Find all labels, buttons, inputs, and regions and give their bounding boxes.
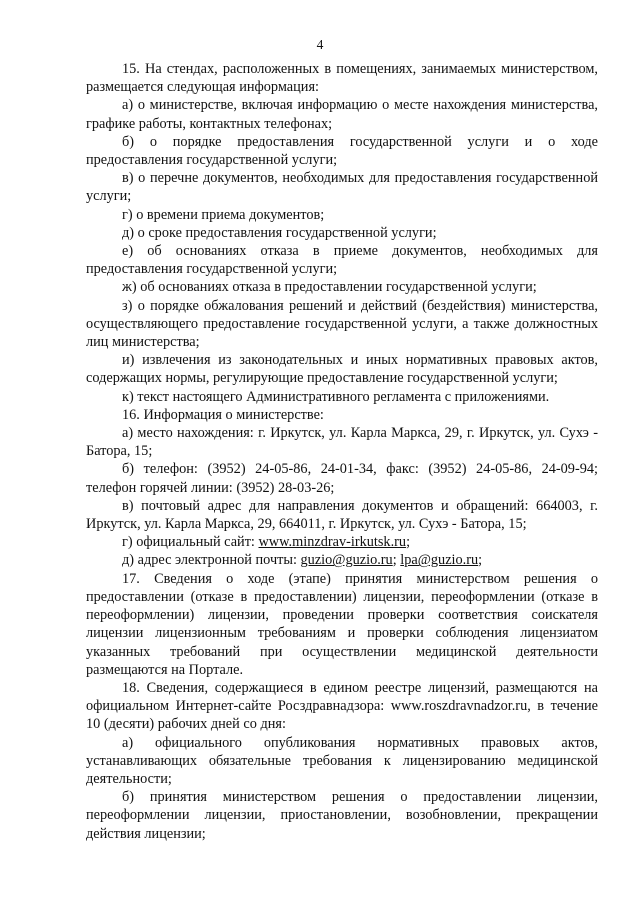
paragraph-15-a: а) о министерстве, включая информацию о месте нахождения министерства, графике работы, контактных телефонах;: [86, 97, 598, 132]
paragraph-15-k: к) текст настоящего Административного регламента с приложениями.: [122, 388, 550, 405]
paragraph-16-g: [86, 533, 598, 551]
paragraph-16-v: в) почтовый адрес для направления документов и обращений: 664003, г. Иркутск, ул. Карла Маркса, 29, 664011, г. Иркутск, ул. Сухэ - Батора, 15;: [86, 497, 598, 533]
paragraph-18-b: б) принятия министерством решения о предоставлении лицензии, переоформлении лицензии, приостановлении, возобновлении, прекращении действия лицензии;: [86, 789, 598, 842]
paragraph-15-v: в) о перечне документов, необходимых для предоставления государственной услуги;: [86, 170, 598, 205]
paragraph-15-d: д) о сроке предоставления государственной услуги;: [122, 224, 437, 241]
email-suffix: ;: [478, 552, 483, 569]
paragraph-15-g: г) о времени приема документов;: [122, 206, 325, 223]
email-separator: ;: [392, 552, 401, 569]
website-link[interactable]: www.minzdrav-irkutsk.ru: [258, 534, 407, 551]
email-label: д) адрес электронной почты:: [122, 552, 301, 569]
email-link-guzio[interactable]: guzio@guzio.ru: [300, 552, 393, 569]
paragraph-15-e: е) об основаниях отказа в приеме документов, необходимых для предоставления государственной услуги;: [86, 243, 598, 278]
paragraph-15: 15. На стендах, расположенных в помещениях, занимаемых министерством, размещается следующая информация:: [86, 61, 598, 96]
website-label: г) официальный сайт:: [122, 534, 259, 551]
paragraph-16: 16. Информация о министерстве:: [122, 406, 324, 423]
website-suffix: ;: [406, 534, 411, 551]
paragraph-16-d: [86, 551, 598, 569]
paragraph-17: 17. Сведения о ходе (этапе) принятия министерством решения о предоставлении (отказе в предоставлении) лицензии, переоформлении (отказе в переоформлении) лицензии, проведении проверки соответствия соискателя лицензии лицензионным требованиям и проверки соблюдения лицензиатом указанных требований при осуществлении медицинской деятельности размещаются на Портале.: [86, 570, 598, 678]
paragraph-15-zh: ж) об основаниях отказа в предоставлении государственной услуги;: [122, 279, 537, 296]
paragraph-16-b: б) телефон: (3952) 24-05-86, 24-01-34, факс: (3952) 24-05-86, 24-09-94; телефон горячей линии: (3952) 28-03-26;: [86, 461, 598, 496]
paragraph-15-i: и) извлечения из законодательных и иных нормативных правовых актов, содержащих нормы, регулирующие предоставление государственной услуги;: [86, 352, 598, 387]
paragraph-15-z: з) о порядке обжалования решений и действий (бездействия) министерства, осуществляющего предоставление государственной услуги, а также должностных лиц министерства;: [86, 297, 598, 351]
page-number: 4: [316, 37, 324, 52]
paragraph-18-a: а) официального опубликования нормативных правовых актов, устанавливающих обязательные требования к лицензированию медицинской деятельности;: [86, 734, 598, 787]
email-link-lpa[interactable]: lpa@guzio.ru: [400, 552, 479, 569]
paragraph-18: 18. Сведения, содержащиеся в едином реестре лицензий, размещаются на официальном Интернет-сайте Росздравнадзора: www.roszdravnadzor.ru, в течение 10 (десяти) рабочих дней со дня:: [86, 679, 598, 733]
paragraph-16-a: а) место нахождения: г. Иркутск, ул. Карла Маркса, 29, г. Иркутск, ул. Сухэ - Батора, 15;: [86, 425, 598, 460]
document-body: [86, 60, 598, 843]
paragraph-15-b: б) о порядке предоставления государственной услуги и о ходе предоставления государственной услуги;: [86, 133, 598, 169]
